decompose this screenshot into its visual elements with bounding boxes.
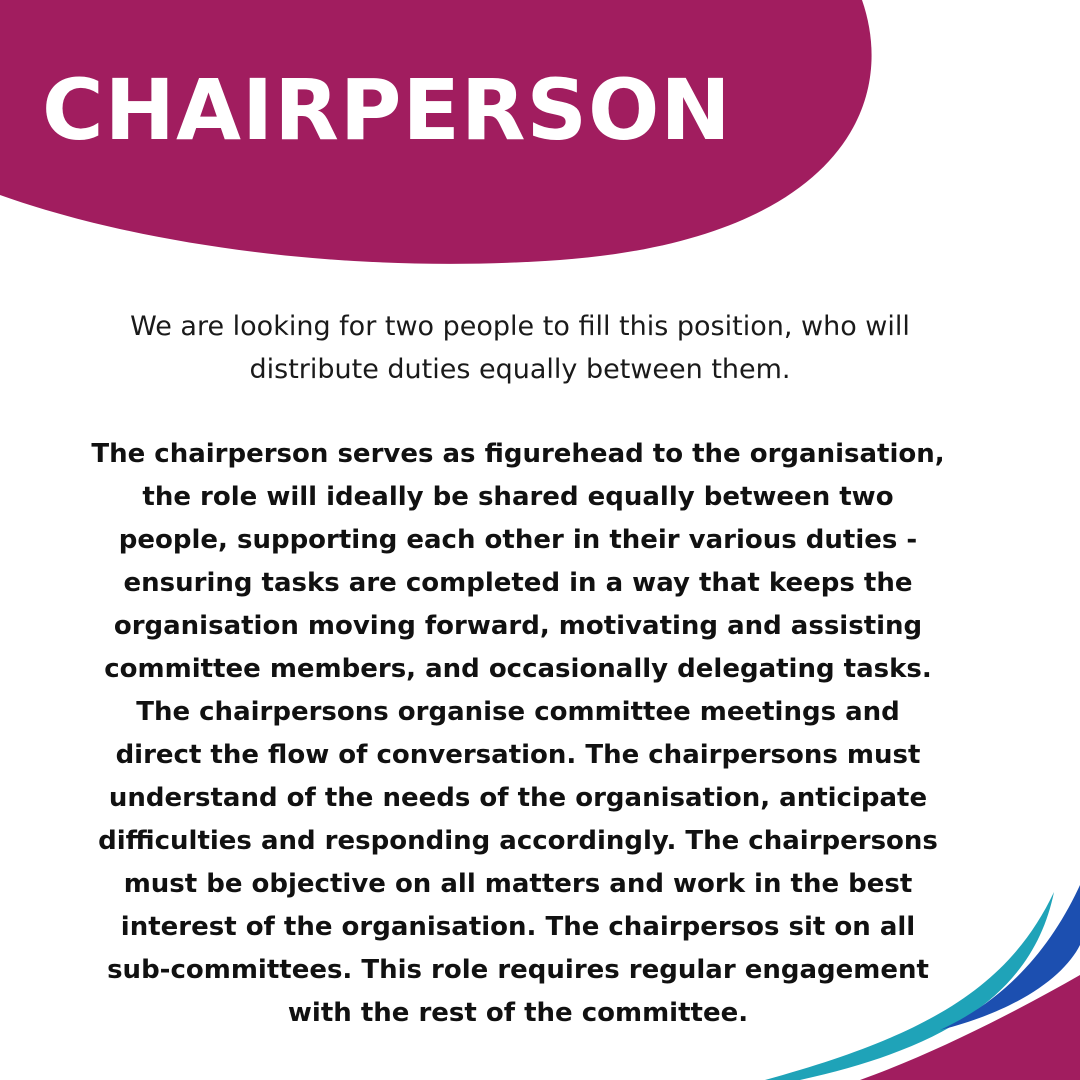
description-line: people, supporting each other in their various duties - [118,525,918,555]
description-line: direct the flow of conversation. The chairpersons must [115,740,921,770]
description-line: organisation moving forward, motivating and assisting [113,611,923,641]
description-line: The chairperson serves as figurehead to the organisation, [91,439,945,469]
intro-text [60,305,980,391]
description-line: the role will ideally be shared equally between two [142,482,894,512]
description-line: sub-committees. This role requires regular engagement [107,955,929,985]
intro-line: We are looking for two people to fill this position, who will [130,311,910,342]
description-line: ensuring tasks are completed in a way that keeps the [123,568,913,598]
page-title: CHAIRPERSON [42,61,732,159]
role-description [58,433,978,1035]
description-line: interest of the organisation. The chairpersos sit on all [120,912,916,942]
description-line: The chairpersons organise committee meetings and [136,697,900,727]
description-line: understand of the needs of the organisation, anticipate [108,783,928,813]
description-line: committee members, and occasionally delegating tasks. [104,654,932,684]
description-line: difficulties and responding accordingly. The chairpersons [98,826,938,856]
description-line: with the rest of the committee. [287,998,749,1028]
intro-line: distribute duties equally between them. [249,354,791,385]
description-line: must be objective on all matters and work in the best [123,869,913,899]
